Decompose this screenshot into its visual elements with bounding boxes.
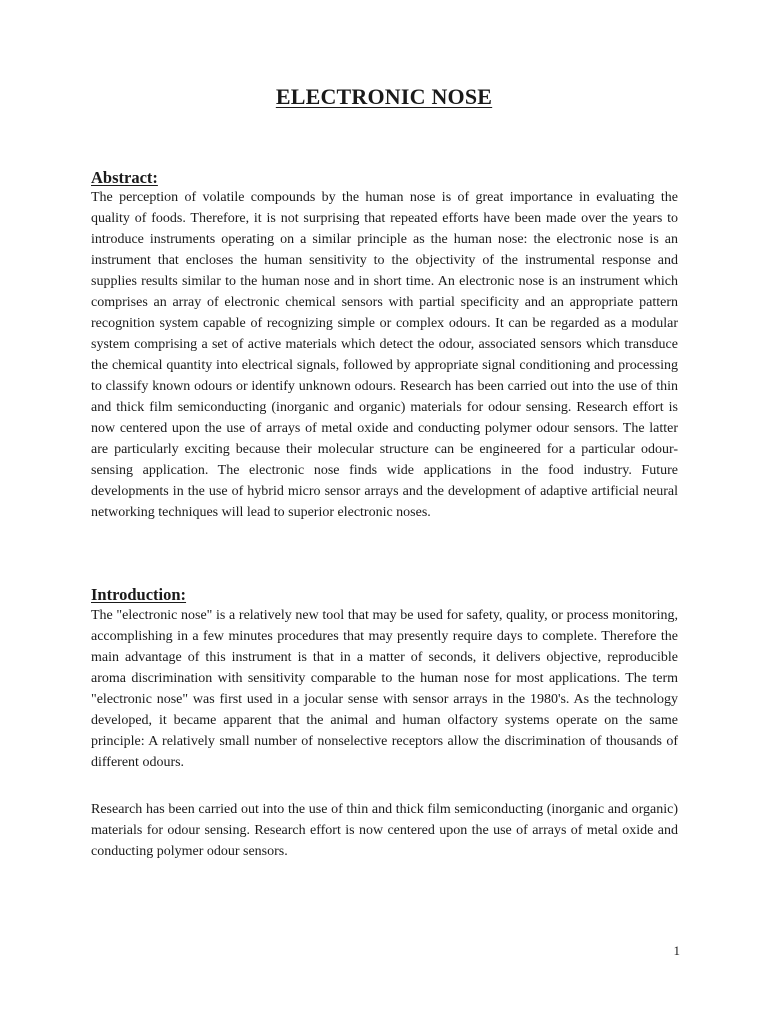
abstract-paragraph: The perception of volatile compounds by the human nose is of great importance in evaluating the quality of foods. Therefore, it is not surprising that repeated efforts have been made over the years to introduce instruments operating on a similar principle as the human nose: the electronic nose is an instrument that encloses the human sensitivity to the objectivity of the instrumental response and supplies results similar to the human nose and in short time. An electronic nose is an instrument which comprises an array of electronic chemical sensors with partial specificity and an appropriate pattern recognition system capable of recognizing simple or complex odours. It can be regarded as a modular system comprising a set of active materials which detect the odour, associated sensors which transduce the chemical quantity into electrical signals, followed by appropriate signal conditioning and processing to classify known odours or identify unknown odours. Research has been carried out into the use of thin and thick film semiconducting (inorganic and organic) materials for odour sensing. Research effort is now centered upon the use of arrays of metal oxide and conducting polymer odour sensors. The latter are particularly exciting because their molecular structure can be engineered for a particular odour-sensing application. The electronic nose finds wide applications in the food industry. Future developments in the use of hybrid micro sensor arrays and the development of adaptive artificial neural networking techniques will lead to superior electronic noses. <box>91 190 678 520</box>
page-number: 1 <box>673 943 680 958</box>
introduction-paragraph-1: The "electronic nose" is a relatively new tool that may be used for safety, quality, or process monitoring, accomplishing in a few minutes procedures that may presently require days to complete. Therefore the main advantage of this instrument is that in a matter of seconds, it delivers objective, reproducible aroma discrimination with sensitivity comparable to the human nose for most applications. The term "electronic nose" was first used in a jocular sense with sensor arrays in the 1980's. As the technology developed, it became apparent that the animal and human olfactory systems operate on the same principle: A relatively small number of nonselective receptors allow the discrimination of thousands of different odours. <box>91 608 678 770</box>
abstract-heading: Abstract: <box>91 168 158 187</box>
introduction-heading: Introduction: <box>91 585 187 604</box>
document-title: ELECTRONIC NOSE <box>275 84 493 109</box>
introduction-paragraph-2: Research has been carried out into the use of thin and thick film semiconducting (inorganic and organic) materials for odour sensing. Research effort is now centered upon the use of arrays of metal oxide and conducting polymer odour sensors. <box>91 802 678 859</box>
